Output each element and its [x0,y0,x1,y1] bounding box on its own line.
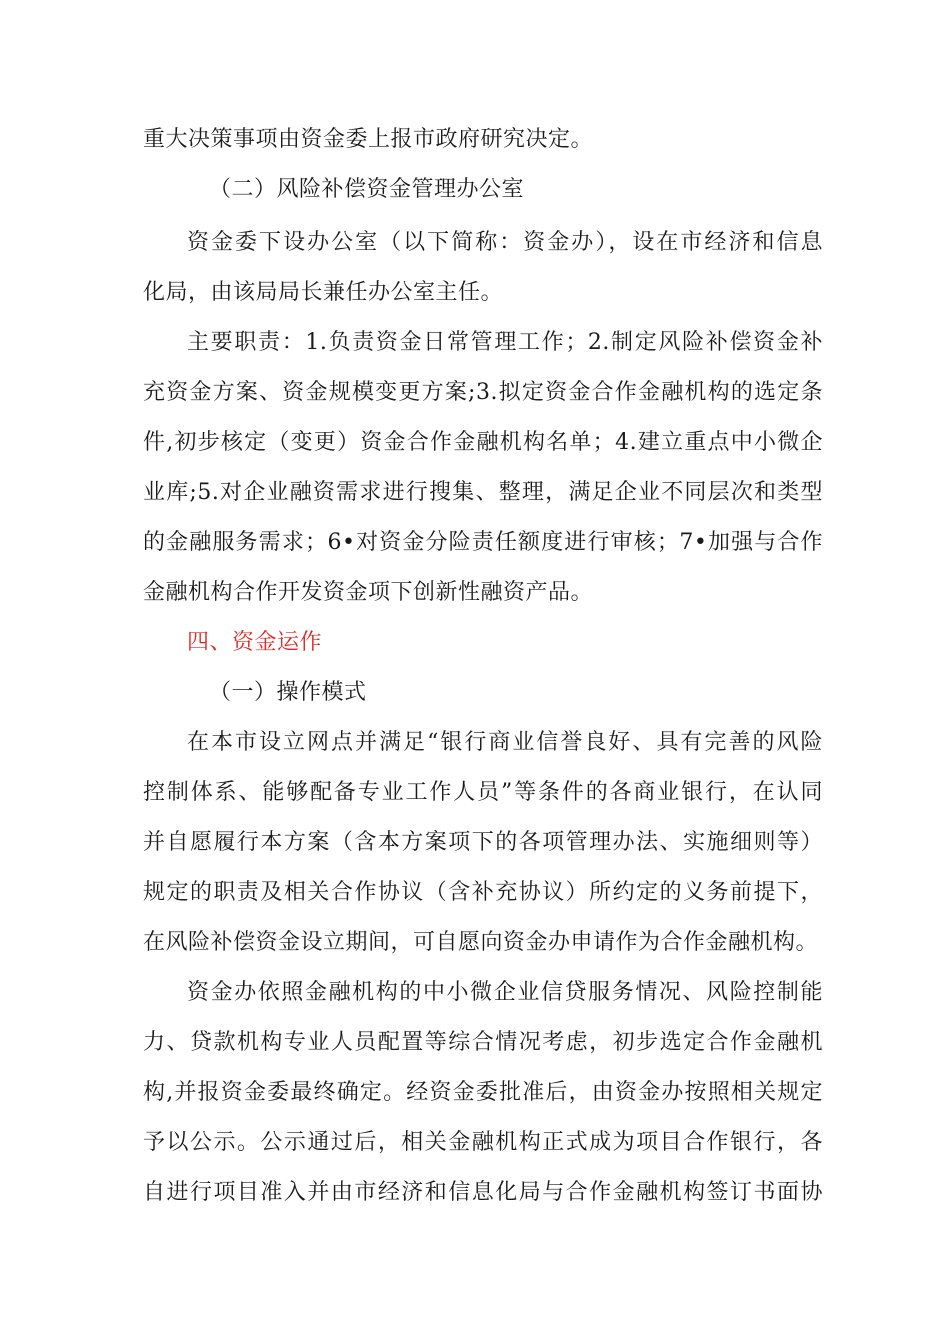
paragraph-line: 重大决策事项由资金委上报市政府研究决定。 [143,127,594,152]
paragraph-line: 化局，由该局局长兼任办公室主任。 [143,280,504,305]
paragraph-line: 构,并报资金委最终确定。经资金委批准后，由资金办按照相关规定 [143,1080,823,1105]
paragraph-line: 资金委下设办公室（以下简称：资金办），设在市经济和信息 [187,230,823,255]
paragraph-line: 的金融服务需求；6•对资金分险责任额度进行审核；7•加强与合作 [143,530,823,555]
paragraph-line: 自进行项目准入并由市经济和信息化局与合作金融机构签订书面协 [143,1180,823,1205]
paragraph-line: 力、贷款机构专业人员配置等综合情况考虑，初步选定合作金融机 [143,1030,823,1055]
section-heading-fund-operation: 四、资金运作 [187,630,323,655]
paragraph-line: 金融机构合作开发资金项下创新性融资产品。 [143,580,594,605]
paragraph-line: 并自愿履行本方案（含本方案项下的各项管理办法、实施细则等） [143,830,823,855]
subsection-heading-operation-mode: （一）操作模式 [209,680,367,705]
section-heading-risk-office: （二）风险补偿资金管理办公室 [209,177,525,202]
paragraph-line: 在本市设立网点并满足“银行商业信誉良好、具有完善的风险 [187,730,823,755]
paragraph-line: 在风险补偿资金设立期间，可自愿向资金办申请作为合作金融机构。 [143,930,819,955]
paragraph-line: 资金办依照金融机构的中小微企业信贷服务情况、风险控制能 [187,980,823,1005]
paragraph-line: 规定的职责及相关合作协议（含补充协议）所约定的义务前提下， [143,880,823,905]
paragraph-line: 充资金方案、资金规模变更方案;3.拟定资金合作金融机构的选定条 [143,380,823,405]
paragraph-line: 件,初步核定（变更）资金合作金融机构名单；4.建立重点中小微企 [143,430,823,455]
paragraph-line: 控制体系、能够配备专业工作人员”等条件的各商业银行，在认同 [143,780,823,805]
paragraph-line: 予以公示。公示通过后，相关金融机构正式成为项目合作银行，各 [143,1130,823,1155]
paragraph-line: 主要职责：1.负责资金日常管理工作；2.制定风险补偿资金补 [187,330,823,355]
paragraph-line: 业库;5.对企业融资需求进行搜集、整理，满足企业不同层次和类型 [143,480,823,505]
